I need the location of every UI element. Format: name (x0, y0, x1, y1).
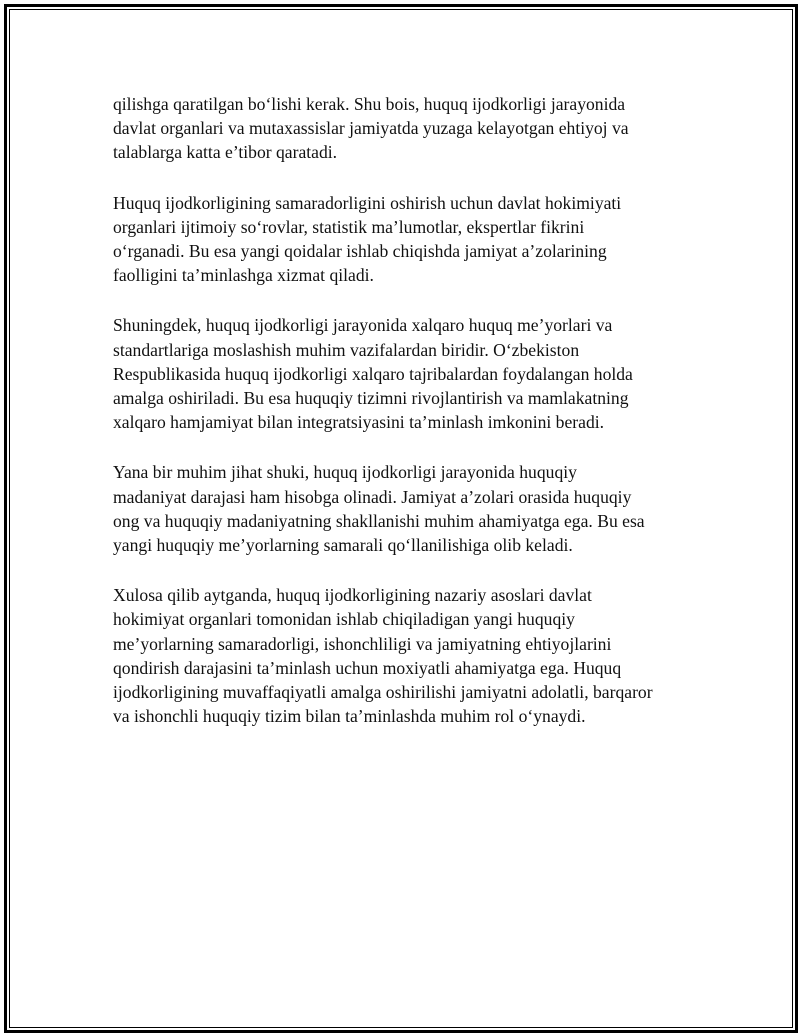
text-line: standartlariga moslashish muhim vazifalardan biridir. O‘zbekiston (113, 339, 580, 360)
text-line: me’yorlarning samaradorligi, ishonchliligi va jamiyatning ehtiyojlarini (113, 633, 612, 654)
text-line: xalqaro hamjamiyat bilan integratsiyasini ta’minlash imkonini beradi. (113, 412, 605, 433)
text-line: organlari ijtimoiy so‘rovlar, statistik ma’lumotlar, ekspertlar fikrini (113, 216, 585, 237)
text-line: yangi huquqiy me’yorlarning samarali qo‘llanilishiga olib keladi. (113, 535, 573, 556)
paragraph-5 (113, 583, 713, 728)
text-line: Huquq ijodkorligining samaradorligini oshirish uchun davlat hokimiyati (113, 192, 622, 213)
text-line: faolligini ta’minlashga xizmat qiladi. (113, 265, 374, 286)
paragraph-3 (113, 313, 713, 434)
text-line: davlat organlari va mutaxassislar jamiyatda yuzaga kelayotgan ehtiyoj va (113, 118, 629, 139)
text-line: qondirish darajasini ta’minlash uchun moxiyatli ahamiyatga ega. Huquq (113, 657, 622, 678)
text-line: talablarga katta e’tibor qaratadi. (113, 142, 338, 163)
text-line: hokimiyat organlari tomonidan ishlab chiqiladigan yangi huquqiy (113, 609, 575, 630)
text-line: qilishga qaratilgan bo‘lishi kerak. Shu bois, huquq ijodkorligi jarayonida (113, 94, 626, 114)
text-line: va ishonchli huquqiy tizim bilan ta’minlashda muhim rol o‘ynaydi. (113, 706, 586, 727)
text-line: Respublikasida huquq ijodkorligi xalqaro tajribalardan foydalangan holda (113, 363, 633, 384)
text-line: ijodkorligining muvaffaqiyatli amalga oshirilishi jamiyatni adolatli, barqaror (113, 682, 653, 703)
paragraph-2 (113, 191, 713, 288)
text-line: ong va huquqiy madaniyatning shakllanishi muhim ahamiyatga ega. Bu esa (113, 510, 645, 531)
paragraph-1 (113, 92, 713, 165)
text-line: Shuningdek, huquq ijodkorligi jarayonida xalqaro huquq me’yorlari va (113, 315, 613, 336)
text-line: madaniyat darajasi ham hisobga olinadi. Jamiyat a’zolari orasida huquqiy (113, 486, 632, 507)
paragraph-4 (113, 460, 713, 557)
text-line: Yana bir muhim jihat shuki, huquq ijodkorligi jarayonida huquqiy (113, 462, 577, 483)
text-line: Xulosa qilib aytganda, huquq ijodkorligining nazariy asoslari davlat (113, 585, 592, 606)
document-body (113, 92, 713, 754)
text-line: o‘rganadi. Bu esa yangi qoidalar ishlab chiqishda jamiyat a’zolarining (113, 241, 607, 262)
text-line: amalga oshiriladi. Bu esa huquqiy tizimni rivojlantirish va mamlakatning (113, 388, 629, 409)
